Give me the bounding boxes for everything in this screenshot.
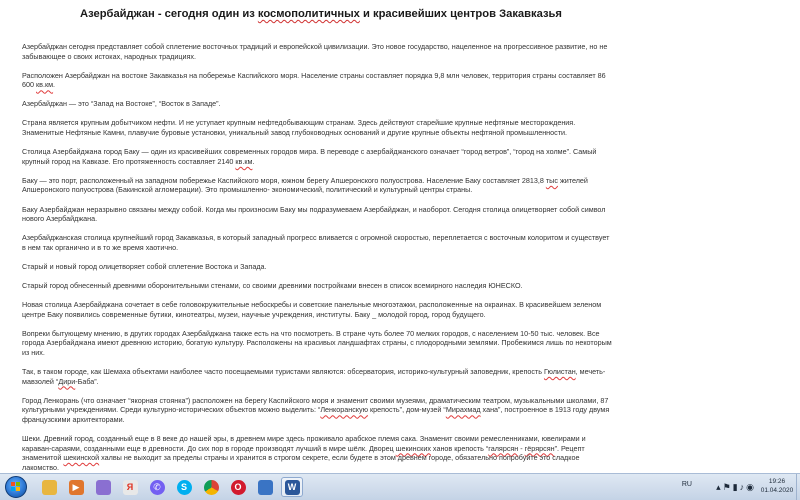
misspelled-word: кв.км <box>235 156 253 166</box>
page-title <box>80 8 720 20</box>
paragraph <box>22 262 612 272</box>
paragraph-text: Новая столица Азербайджана сочетает в себе головокружительные небоскребы и советские панельные многоэтажки, расположенные на окраинах. В красивейшем зеленом центре Баку появились современные бутики, кинотеатры, музеи, научные учреждения, институты. Баку _ молодой город, город будущего. <box>22 300 602 319</box>
app-icon[interactable]: ◉ <box>746 482 756 492</box>
show-desktop-button[interactable] <box>796 474 800 500</box>
paragraph-text: . <box>53 80 56 90</box>
paragraph-text: Баку Азербайджан неразрывно связаны между собой. Когда мы произносим Баку мы подразумеваем Азербайджан, и наоборот. Сегодня столица олицетворяет собой символ нового Азербайджана. <box>22 204 606 224</box>
paragraph <box>22 205 612 224</box>
paragraph <box>22 147 612 166</box>
paragraph-text: крепость”, дом-музей “ <box>368 405 446 415</box>
clock-time: 19:26 <box>768 478 786 485</box>
paragraph-text: Так, в таком городе, как Шемаха объектами наиболее часто посещаемыми туристами являются: обсерватория, историко-культурный заповедник, крепость <box>22 367 544 377</box>
paragraph-text: жителей Апшеронского полуострова (Бакинской агломерации). Это промышленно- экономический, политический и культурный центры страны. <box>22 175 588 195</box>
taskbar-monitor-button[interactable] <box>254 477 276 497</box>
paragraph <box>22 118 612 137</box>
paragraph <box>22 176 612 195</box>
title-text-start: Азербайджан - сегодня один из <box>80 8 258 20</box>
opera-icon: O <box>231 480 246 495</box>
paragraph-text: Старый и новый город олицетворяет собой сплетение Востока и Запада. <box>22 261 267 271</box>
taskbar-explorer-button[interactable] <box>38 477 60 497</box>
paragraph-text: Город Ленкорань (что означает “якорная стоянка”) расположен на берегу Каспийского моря и знаменит своими музеями, драматическим театром, музыкальными школами, 87 культурными учреждениями. Среди культурно-исторических объектов можно выделить: “ <box>22 395 609 415</box>
monitor-icon <box>258 480 273 495</box>
paragraph <box>22 99 612 109</box>
misspelled-word: Ленкоранскую <box>320 405 369 415</box>
taskbar-skype-button[interactable] <box>173 477 195 497</box>
taskbar-word-button[interactable] <box>281 477 303 497</box>
paragraph <box>22 233 612 252</box>
media-player-icon: ▶ <box>69 480 84 495</box>
misspelled-word: тыс <box>545 175 558 185</box>
up-arrow-icon[interactable]: ▴ <box>716 482 723 492</box>
misspelled-word: Гюлистан <box>543 367 576 377</box>
misspelled-word: Дири <box>58 376 76 386</box>
taskbar-viber-button[interactable] <box>146 477 168 497</box>
clock[interactable] <box>758 477 796 495</box>
viber-icon: ✆ <box>150 480 165 495</box>
taskbar <box>0 473 800 500</box>
taskbar-app-button[interactable] <box>92 477 114 497</box>
bell-icon <box>96 480 111 495</box>
paragraph-text: Азербайджан — это “Запад на Востоке”, “Восток в Западе”. <box>22 99 221 109</box>
windows-logo-icon <box>11 482 21 492</box>
yandex-icon: Я <box>123 480 138 495</box>
paragraph <box>22 329 612 358</box>
paragraph-text: -Баба”. <box>75 376 99 386</box>
paragraph <box>22 281 612 291</box>
paragraph-text: ”. Рецепт знаменитой <box>22 443 585 463</box>
misspelled-word: кв.км <box>36 80 54 90</box>
paragraph-text: Азербайджанская столица крупнейший город Закавказья, в который западный прогресс вливается с огромной скоростью, переплетается с восточным колоритом и существует в нем так органично и в то же время хаотично. <box>22 233 610 252</box>
network-icon[interactable]: ▮ <box>732 482 740 492</box>
misspelled-word: шекинской <box>63 453 100 463</box>
paragraph-text: ханов крепость “ <box>430 443 489 453</box>
flag-icon[interactable]: ⚑ <box>722 482 733 492</box>
paragraph <box>22 300 612 319</box>
title-misspelled-word: космополитичных <box>257 8 360 20</box>
paragraph-text: Шеки. Древний город, созданный еще в 8 веке до нашей эры, в древнем мире здесь проживало арабское племя сака. Знаменит своими ремесленниками, ювелирами и караван-сараями, созданными еще в древности. До сих пор в городе производят лучший в мире шёлк. Дворец <box>22 434 586 453</box>
paragraph-text: халвы не выходит за пределы страны и хранится в строгом секрете, если будете в этом древнем городе, обязательно попробуйте это сладкое лакомство. <box>22 453 580 472</box>
paragraph-text: хана”, построенное в 1913 году двумя французскими архитекторами. <box>22 405 610 424</box>
volume-icon[interactable]: ♪ <box>739 482 747 492</box>
skype-icon: S <box>177 480 192 495</box>
paragraph <box>22 367 612 386</box>
misspelled-word: шекинских <box>395 443 431 453</box>
clock-date: 01.04.2020 <box>760 487 794 494</box>
paragraph-text: Столица Азербайджана город Баку — один из красивейших современных городов мира. В переводе с азербайджанского означает “город ветров”, “город на холме”. Самый крупный город на Кавказе. Его протяженность составляет 2140 <box>22 147 597 166</box>
word-icon: W <box>285 480 300 495</box>
chrome-icon <box>204 480 219 495</box>
paragraph-text: Расположен Азербайджан на востоке Закавказья на побережье Каспийского моря. Население страны составляет порядка 9,8 млн человек, территория страны составляет 86 600 <box>22 70 606 90</box>
paragraph-text: Баку — это порт, расположенный на западном побережье Каспийского моря, южном берегу Апшеронского полуострова. Население Баку составляет 2813,8 <box>22 175 546 185</box>
start-button[interactable] <box>5 476 27 498</box>
paragraph-text: Азербайджан сегодня представляет собой сплетение восточных традиций и европейской цивилизации. Это новое государство, нацеленное на прогрессивное развитие, но не забывающее о своих истоках, народных традициях. <box>22 42 608 61</box>
paragraph-text: . <box>252 156 255 166</box>
system-tray <box>670 474 800 500</box>
misspelled-word: гёрярсян <box>524 443 555 453</box>
title-text-end: и красивейших центров Закавказья <box>359 8 562 20</box>
misspelled-word: Мирахмад <box>445 405 481 415</box>
paragraph <box>22 71 612 90</box>
taskbar-media-button[interactable] <box>65 477 87 497</box>
tray-icons <box>716 482 756 493</box>
paragraph-text: Старый город обнесенный древними оборонительными стенами, со своими древними постройками внесен в список всемирного наследия ЮНЕСКО. <box>22 281 523 290</box>
taskbar-chrome-button[interactable] <box>200 477 222 497</box>
paragraph-text: - <box>518 443 525 453</box>
taskbar-opera-button[interactable] <box>227 477 249 497</box>
misspelled-word: галярсян <box>488 443 519 453</box>
paragraph <box>22 434 612 472</box>
document-body[interactable] <box>22 42 612 473</box>
language-indicator[interactable]: RU <box>681 481 692 488</box>
folder-icon <box>42 480 57 495</box>
paragraph-text: , мечеть-мавзолей “ <box>22 367 606 386</box>
paragraph-text: Вопреки бытующему мнению, в других городах Азербайджана также есть на что посмотреть. В стране чуть более 70 мелких городов, с населением 10-50 тыс. человек. Все города Азербайджана имеют древнюю историю, богатую культуру. Расположены на красивых ландшафтах страны, с плодородными землями. Пробежимся лишь по некоторым из них. <box>22 328 612 357</box>
taskbar-yandex-button[interactable] <box>119 477 141 497</box>
paragraph <box>22 42 612 61</box>
paragraph-text: Страна является крупным добытчиком нефти. И не уступает крупным нефтедобывающим странам. Здесь действуют старейшие крупные нефтяные месторождения. Знаменитые Нефтяные Камни, плавучие буровые установки, уникальный завод глубоководных оснований и другие крупные объекты нефтяной промышленности. <box>22 118 576 138</box>
paragraph <box>22 396 612 425</box>
